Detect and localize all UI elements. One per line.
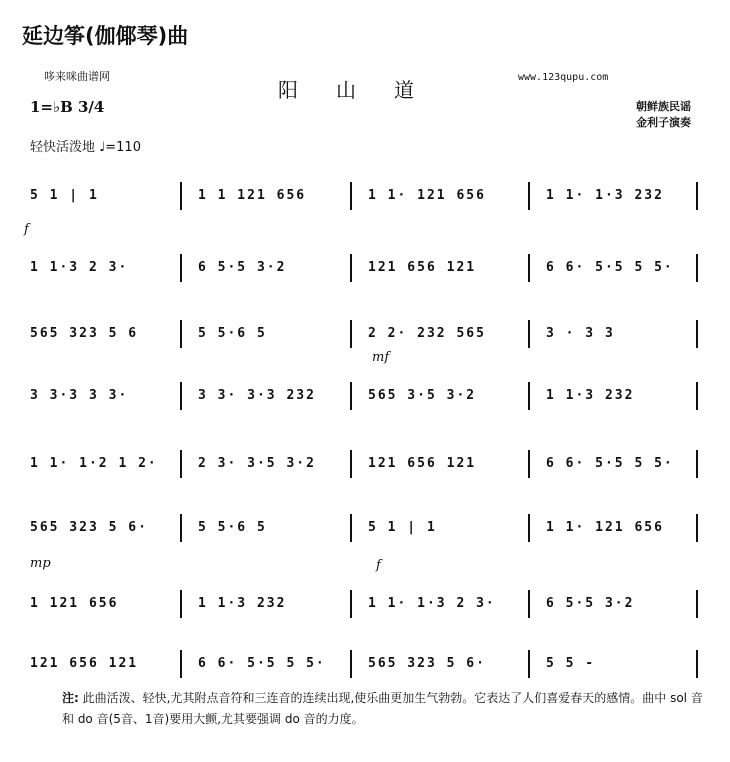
measure: 1 1· 1·3 2 3· (368, 596, 496, 611)
measure: 5 5 - (546, 656, 596, 671)
barline (350, 650, 352, 678)
barline (350, 320, 352, 348)
barline (696, 182, 698, 210)
measure: 2 2· 232 565 (368, 326, 486, 341)
measure: 565 3·5 3·2 (368, 388, 477, 403)
footnote-label: 注: (62, 691, 79, 705)
measure: 1 1·3 2 3· (30, 260, 129, 275)
barline (528, 514, 530, 542)
barline (350, 182, 352, 210)
barline (528, 254, 530, 282)
barline (696, 514, 698, 542)
dynamic-mark: f (24, 222, 29, 237)
credit-performer: 金利子演奏 (636, 116, 691, 129)
barline (180, 514, 182, 542)
measure: 565 323 5 6· (368, 656, 486, 671)
measure: 1 1·3 232 (198, 596, 287, 611)
dynamic-mark: f (376, 558, 381, 573)
measure: 6 6· 5·5 5 5· (546, 456, 674, 471)
measure: 1 121 656 (30, 596, 119, 611)
barline (696, 450, 698, 478)
song-title: 阳山道 (278, 78, 452, 102)
measure: 6 6· 5·5 5 5· (198, 656, 326, 671)
barline (696, 254, 698, 282)
measure: 1 1· 1·3 232 (546, 188, 664, 203)
measure: 1 1· 121 656 (546, 520, 664, 535)
barline (528, 182, 530, 210)
barline (350, 382, 352, 410)
measure: 565 323 5 6· (30, 520, 148, 535)
measure: 5 5·6 5 (198, 520, 267, 535)
measure: 3 3·3 3 3· (30, 388, 129, 403)
page-title: 延边筝(伽倻琴)曲 (22, 24, 189, 48)
dynamic-mark: mf (372, 350, 390, 365)
barline (180, 650, 182, 678)
barline (350, 450, 352, 478)
barline (696, 320, 698, 348)
barline (180, 450, 182, 478)
measure: 121 656 121 (368, 260, 477, 275)
measure: 1 1· 121 656 (368, 188, 486, 203)
measure: 3 · 3 3 (546, 326, 615, 341)
barline (528, 590, 530, 618)
barline (528, 320, 530, 348)
site-url: www.123qupu.com (518, 72, 609, 83)
site-name: 哆来咪曲谱网 (44, 70, 110, 83)
measure: 6 6· 5·5 5 5· (546, 260, 674, 275)
measure: 121 656 121 (30, 656, 139, 671)
footnote-text: 此曲活泼、轻快,尤其附点音符和三连音的连续出现,使乐曲更加生气勃勃。它表达了人们喜爱春天的感情。曲中 sol 音和 do 音(5音、1音)要用大颤,尤其要强调 do 音的力度。 (62, 691, 703, 726)
measure: 565 323 5 6 (30, 326, 139, 341)
measure: 1 1· 1·2 1 2· (30, 456, 158, 471)
barline (696, 590, 698, 618)
barline (180, 382, 182, 410)
key-signature: 1=♭B 3/4 (30, 98, 105, 116)
barline (180, 590, 182, 618)
dynamic-mark: mp (30, 556, 51, 571)
barline (528, 382, 530, 410)
barline (180, 320, 182, 348)
barline (180, 254, 182, 282)
credit-origin: 朝鲜族民谣 (636, 100, 691, 113)
measure: 5 5·6 5 (198, 326, 267, 341)
measure: 5 1 | 1 (30, 188, 99, 203)
tempo-marking: 轻快活泼地 ♩=110 (30, 140, 141, 155)
measure: 1 1 121 656 (198, 188, 307, 203)
barline (180, 182, 182, 210)
barline (350, 254, 352, 282)
measure: 3 3· 3·3 232 (198, 388, 316, 403)
barline (350, 514, 352, 542)
measure: 5 1 | 1 (368, 520, 437, 535)
barline (696, 650, 698, 678)
measure: 121 656 121 (368, 456, 477, 471)
barline (350, 590, 352, 618)
barline (528, 450, 530, 478)
measure: 6 5·5 3·2 (198, 260, 287, 275)
barline (696, 382, 698, 410)
measure: 2 3· 3·5 3·2 (198, 456, 316, 471)
measure: 1 1·3 232 (546, 388, 635, 403)
barline (528, 650, 530, 678)
measure: 6 5·5 3·2 (546, 596, 635, 611)
footnote (62, 688, 712, 730)
